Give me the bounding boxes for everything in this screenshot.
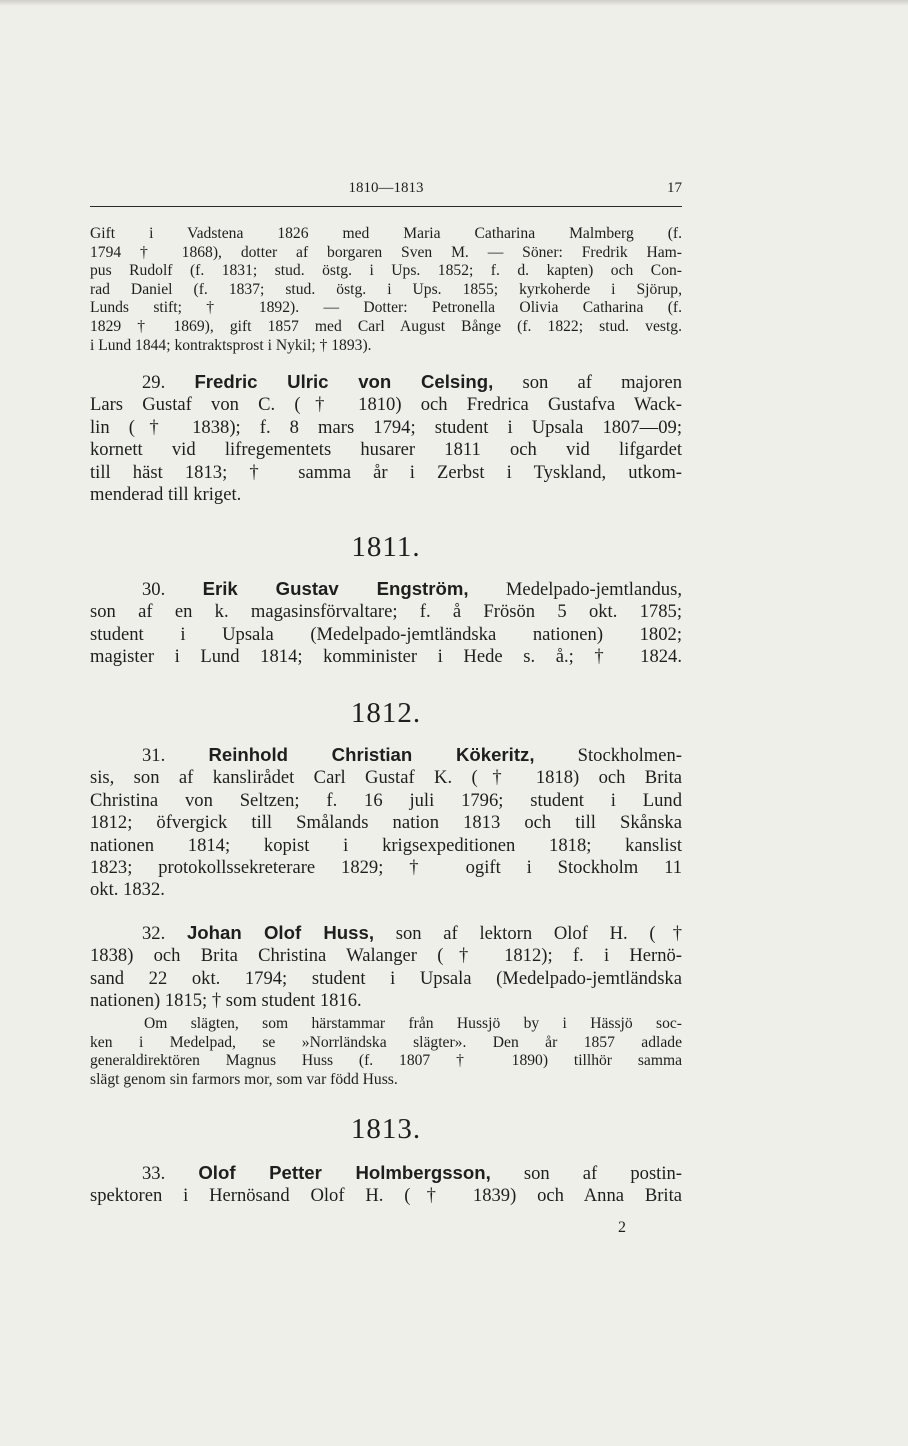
- entry-number: 32.: [142, 923, 166, 944]
- entry-line: magister i Lund 1814; komminister i Hede s. å.; † 1824.: [90, 646, 682, 668]
- entry-line: lin († 1838); f. 8 mars 1794; student i Upsala 1807—09;: [90, 416, 682, 438]
- intro-line: 1829 † 1869), gift 1857 med Carl August Bånge (f. 1822; stud. vestg.: [90, 317, 682, 335]
- entry-33: [90, 1162, 682, 1208]
- entry-line: Lars Gustaf von C. († 1810) och Fredrica Gustafva Wack-: [90, 394, 682, 416]
- entry-line: Medelpado-jemtlandus,: [468, 579, 682, 600]
- year-heading: 1813.: [350, 1113, 422, 1145]
- entry-line: menderad till kriget.: [90, 484, 242, 506]
- entry-line: Christina von Seltzen; f. 16 juli 1796; student i Lund: [90, 789, 682, 811]
- entry-31: [90, 744, 682, 902]
- entry-line: nationen 1814; kopist i krigsexpeditionen 1818; kanslist: [90, 834, 682, 856]
- entry-name: Erik Gustav Engström,: [202, 578, 469, 599]
- entry-name: Reinhold Christian Kökeritz,: [208, 744, 535, 765]
- entry-line: nationen) 1815; † som student 1816.: [90, 990, 362, 1012]
- entry-32-note: [90, 1015, 682, 1089]
- entry-line: Stockholmen-: [534, 745, 682, 766]
- entry-number: 29.: [142, 372, 166, 393]
- page-number: 17: [667, 180, 682, 196]
- note-line: Om slägten, som härstammar från Hussjö by i Hässjö soc-: [144, 1015, 682, 1032]
- entry-line: okt. 1832.: [90, 879, 165, 901]
- running-header: [90, 180, 682, 204]
- entry-line: till häst 1813; † samma år i Zerbst i Tyskland, utkom-: [90, 461, 682, 483]
- note-line: ken i Medelpad, se »Norrländska slägter». Den år 1857 adlade: [90, 1033, 682, 1051]
- entry-30: [90, 578, 682, 669]
- entry-line: sand 22 okt. 1794; student i Upsala (Medelpado-jemtländska: [90, 967, 682, 989]
- entry-name: Fredric Ulric von Celsing,: [194, 371, 494, 392]
- entry-number: 30.: [142, 579, 166, 600]
- intro-line: rad Daniel (f. 1837; stud. östg. i Ups. 1855; kyrkoherde i Sjörup,: [90, 280, 682, 298]
- note-line: generaldirektören Magnus Huss (f. 1807 † 1890) tillhör samma: [90, 1052, 682, 1070]
- intro-line: i Lund 1844; kontraktsprost i Nykil; † 1893).: [90, 336, 372, 354]
- signature-mark: 2: [618, 1219, 626, 1236]
- entry-line: spektoren i Hernösand Olof H. († 1839) och Anna Brita: [90, 1185, 682, 1207]
- entry-line: kornett vid lifregementets husarer 1811 och vid lifgardet: [90, 439, 682, 461]
- entry-line: son af en k. magasinsförvaltare; f. å Frösön 5 okt. 1785;: [90, 601, 682, 623]
- entry-line: sis, son af kanslirådet Carl Gustaf K. († 1818) och Brita: [90, 767, 682, 789]
- intro-line: Gift i Vadstena 1826 med Maria Catharina Malmberg (f.: [90, 225, 682, 242]
- year-heading: 1811.: [351, 531, 421, 563]
- intro-line: Lunds stift; † 1892). — Dotter: Petronella Olivia Catharina (f.: [90, 299, 682, 317]
- entry-line: 1838) och Brita Christina Walanger († 1812); f. i Hernö-: [90, 945, 682, 967]
- entry-line: son af lektorn Olof H. (†: [374, 923, 682, 944]
- year-heading: 1812.: [350, 697, 422, 729]
- intro-paragraph: [90, 225, 682, 355]
- entry-line: 1823; protokollssekreterare 1829; † ogift i Stockholm 11: [90, 857, 682, 879]
- entry-32: [90, 922, 682, 1013]
- entry-line: 1812; öfvergick till Smålands nation 1813 och till Skånska: [90, 812, 682, 834]
- entry-line: student i Upsala (Medelpado-jemtländska nationen) 1802;: [90, 623, 682, 645]
- note-line: slägt genom sin farmors mor, som var född Huss.: [90, 1070, 398, 1088]
- page-edge: [0, 0, 908, 6]
- header-rule: [90, 206, 682, 207]
- entry-name: Olof Petter Holmbergsson,: [198, 1162, 491, 1183]
- entry-29: [90, 371, 682, 506]
- entry-number: 31.: [142, 745, 166, 766]
- entry-line: son af majoren: [493, 372, 683, 393]
- intro-line: pus Rudolf (f. 1831; stud. östg. i Ups. 1852; f. d. kapten) och Con-: [90, 262, 682, 280]
- entry-line: son af postin-: [490, 1163, 682, 1184]
- intro-line: 1794 † 1868), dotter af borgaren Sven M. — Söner: Fredrik Ham-: [90, 243, 682, 261]
- entry-number: 33.: [142, 1163, 166, 1184]
- header-year-range: 1810—1813: [348, 180, 424, 196]
- entry-name: Johan Olof Huss,: [186, 922, 375, 943]
